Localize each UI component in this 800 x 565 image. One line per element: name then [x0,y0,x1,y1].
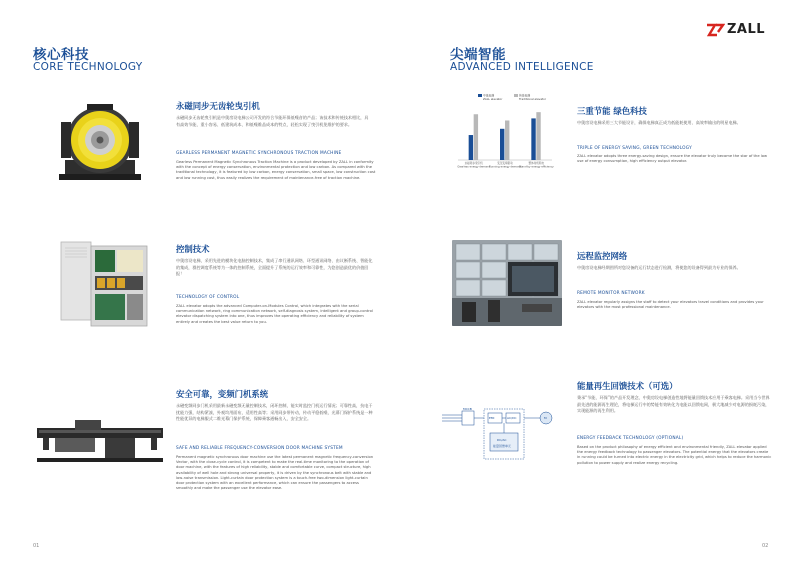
block-traction-title-en: GEARLESS PERMANENT MAGNETIC SYNCHRONOUS TRACTION MACHINE [176,151,342,156]
category-label-0-1: Gearless energy demand [457,165,490,169]
energy-feedback-diagram [440,405,565,465]
category-label-1-1: Running energy demand [489,165,521,169]
legend-swatch-1 [514,94,518,97]
block-feedback-title-cn: 能量再生回馈技术（可选） [577,381,678,391]
bar-1-1 [505,120,509,160]
legend-label-0-0: 中奥电梯 [483,93,495,98]
left-section-title-en: CORE TECHNOLOGY [33,61,143,73]
block-control-body-en: ZALL elevator adopts the advanced Computer-on-Modules Control, which integrates with the serial communication network, ring communication network, self-diagnosis system, intelligent and group-control elevator dispatching system into one, thus improves the operating efficiency and reliability of system entirely and creates the best value return to you. [176,304,373,324]
block-monitor-title-cn: 远程监控网络 [577,251,628,261]
block-control-title-cn: 控制技术 [176,244,210,254]
block-feedback-body-cn: 秉承“节能、环保”的产品开发理念，中奥房设电梯创造性地将能量回馈技术应用于乘客电梯。采用当今世界最先进的能源再生理论，将电梯运行中的势能有效转化为电能以回馈电网，极大地减少对电源的损耗污染，实现能源的再生利用。 [577,395,770,414]
bar-2-0 [531,118,535,160]
legend-label-0-1: ZALL elevator [483,97,503,101]
block-traction-title-cn: 永磁同步无齿轮曳引机 [176,101,260,111]
bar-2-1 [536,112,540,160]
bar-0-1 [474,114,478,160]
block-energy-title-en: TRIPLE OF ENERGY SAVING, GREEN TECHNOLOGY [577,146,692,151]
control-cabinet-image [55,240,151,328]
block-door-body-cn: 永磁变频同步门机采用最新永磁变频无量控制技术，闭环控制，能实时监控门机运行情况；可靠性高，抗电干扰能力强，结构紧凑，外观均用面布，适用性高等；采用同步带传动，传动平稳低噪，光幕门保护系统是一种性能优异的电梯服式二维光幕门保护系统，保障乘客通畅出入，安全安全。 [176,403,373,422]
energy-saving-chart [452,92,562,180]
block-traction-body-en: Gearless Permanent Magnetic Synchronous Traction Machine is a product developed by ZALL in conformity with the concept of energy conservation, environmental protection and low carbon. As compared with the traditional technology, it is featured by low carbon, energy conservation, small space, low construction cost and low running cost, thus easily realizes the requirement of maintenance-free of traction machine. [176,160,376,180]
brand-name: ZALL [727,22,766,37]
block-door-title-en: SAFE AND RELIABLE FREQUENCY-CONVERSION DOOR MACHINE SYSTEM [176,446,343,451]
diagram-label-acdc: AC/DC [507,416,517,420]
block-control-title-en: TECHNOLOGY OF CONTROL [176,295,240,300]
legend-label-1-1: Traditional elevator [519,97,546,101]
door-machine-image [35,410,165,468]
block-monitor-body-en: ZALL elevator regularly assigns the staff to detect your elevators travel conditions and provides your elevators with the most professional maintenance. [577,300,764,310]
block-door-body-en: Permanent magnetic synchronous door machine use the latest permanent magnetic frequency-conversion Vector, with the close-cycle control, it is competent to make the real-time monitoring to the operation of door machine, with the features of high reliability, stable and comfortable curve, compact structure, high availability of well hole and strong universal property, it is driven by the synchronous belt with stable and low-noise transmission. Light-curtain door protection system is a touch-free two-dimension light-curtain door protection system with an excellent performance, which can ensure the passengers to access smoothly and make the passenger use the elevator ease. [176,455,374,491]
bar-1-0 [500,129,504,160]
traction-machine-image [55,100,145,186]
block-control-body-cn: 中奥房设电梯，采用先进的模块化电脑控制技术，集成了串行通讯网络、环型通讯网络、由议断系统、智能化的集成，群控调度系统等为一体的控制系统，全面提升了系统的运行效率和可靠性，为您创造最优的价值回报！ [176,258,373,277]
category-label-2-1: Stand-by energy efficiency [518,165,554,169]
block-monitor-body-cn: 中奥房设电梯经期图所对您设备的运行状态进行检测，将使您的设备得到最为专业的保养。 [577,265,741,270]
legend-label-1-0: 传统电梯 [519,93,531,98]
block-door-title-cn: 安全可靠，变频门机系统 [176,389,269,399]
diagram-label-mccb: MCCB [463,407,472,411]
right-page-number: 02 [762,543,769,549]
category-label-1-0: 变压变频驱动 [497,162,513,165]
category-label-2-0: 整体待机耗电 [528,162,545,165]
right-section-title-cn: 尖端智能 [450,47,506,63]
block-energy-body-cn: 中奥房设电梯采用三大节能设计，确保电梯真正成为低能耗使用、高效率输出的明星电梯。 [577,120,741,125]
block-feedback-body-en: Based on the product philosophy of energy efficient and environmental friendly, ZALL elevator applied the energy feedback technology to passenger elevators. The potential energy that the elevators create in running could be turned into electric energy in the electricity grid, which helps to reduce the harmonic pollution to power supply and realize energy recycling. [577,445,772,465]
diagram-label-feedback-unit: 能量回馈单元 [493,444,512,448]
left-section-title-cn: 核心科技 [33,47,89,63]
block-energy-title-cn: 三重节能 绿色科技 [577,106,647,116]
block-monitor-title-en: REMOTE MONITOR NETWORK [577,291,645,296]
bar-0-0 [469,135,473,160]
diagram-label-dcac: DC/AC [497,438,507,442]
diagram-label-emi: EMI [489,416,495,420]
block-energy-body-en: ZALL elevator adopts three energy-saving design, ensure the elevator truly become the star of the low use of energy consumption, high efficiency output elevator. [577,154,768,164]
category-label-0-0: 永磁同步曳引机 [464,162,483,165]
left-page-number: 01 [33,543,40,549]
diagram-label-motor: M [544,416,547,420]
block-traction-body-cn: 永磁同步无齿轮曳引机是中奥房设电梯公司开发的符合节能环保低噪音的产品；该技术和传统技术相比，具有高效节能、重小容易、低建筑成本、和低噪维品成本的特点，轻松实现了曳引机免维护的要求。 [176,115,369,127]
remote-monitor-image [452,240,562,326]
legend-swatch-0 [478,94,482,97]
right-section-title-en: ADVANCED INTELLIGENCE [450,61,594,73]
block-feedback-title-en: ENERGY FEEDBACK TECHNOLOGY (OPTIONAL) [577,436,684,441]
zall-logo-icon [705,22,725,38]
